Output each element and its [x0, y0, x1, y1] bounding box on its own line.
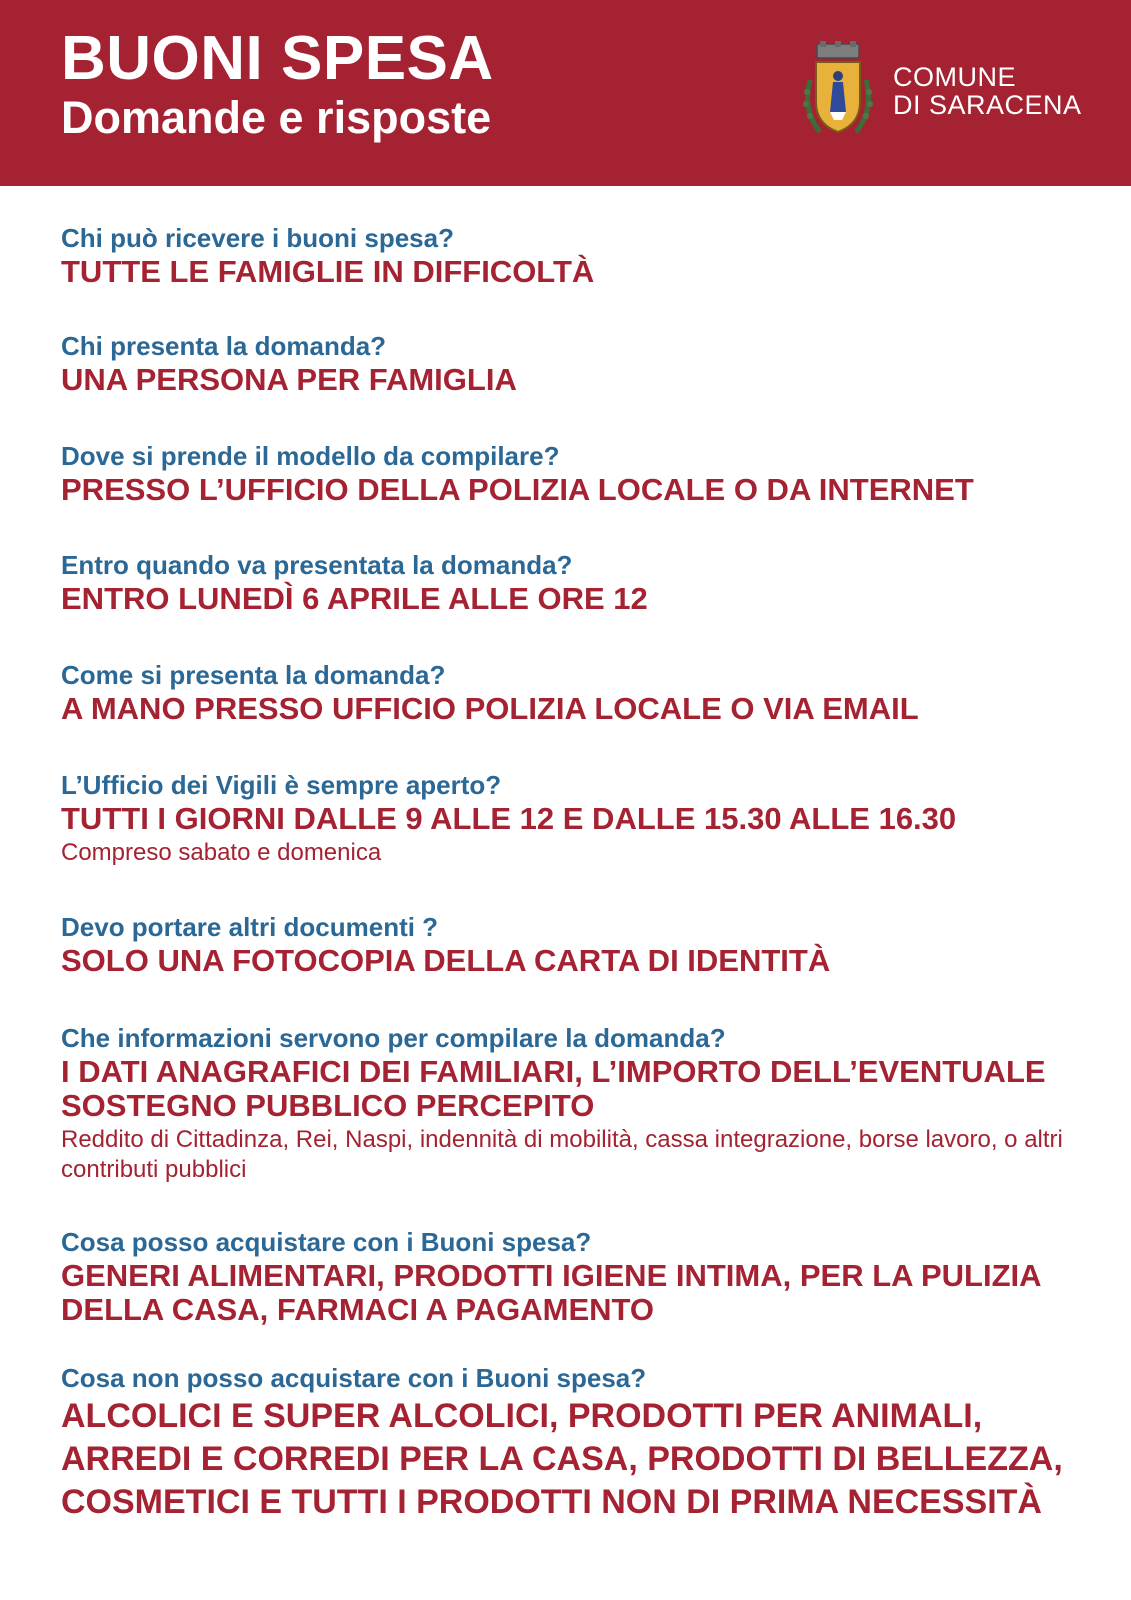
faq-item-10: [61, 1363, 1111, 1524]
faq-answer: ALCOLICI E SUPER ALCOLICI, PRODOTTI PER ANIMALI, ARREDI E CORREDI PER LA CASA, PRODOTTI DI BELLEZZA, COSMETICI E TUTTI I PRODOTTI NON DI PRIMA NECESSITÀ: [61, 1397, 1063, 1521]
faq-question: Devo portare altri documenti ?: [61, 912, 439, 942]
faq-item-6: [61, 770, 1111, 868]
faq-answer: PRESSO L’UFFICIO DELLA POLIZIA LOCALE O DA INTERNET: [61, 472, 974, 507]
municipality-line-1: COMUNE: [893, 62, 1016, 92]
faq-question: Dove si prende il modello da compilare?: [61, 441, 560, 471]
faq-item-1: [61, 223, 1111, 289]
faq-answer: TUTTE LE FAMIGLIE IN DIFFICOLTÀ: [61, 254, 595, 289]
faq-item-2: [61, 331, 1111, 397]
faq-question: Entro quando va presentata la domanda?: [61, 550, 573, 580]
faq-answer: TUTTI I GIORNI DALLE 9 ALLE 12 E DALLE 15.30 ALLE 16.30: [61, 801, 957, 836]
faq-question: Chi presenta la domanda?: [61, 331, 387, 361]
faq-item-8: [61, 1023, 1111, 1185]
municipality-name: [893, 63, 1082, 119]
faq-question: Cosa non posso acquistare con i Buoni spesa?: [61, 1363, 647, 1393]
faq-item-5: [61, 660, 1111, 726]
municipality-line-2: DI SARACENA: [893, 90, 1082, 120]
faq-answer: UNA PERSONA PER FAMIGLIA: [61, 362, 517, 397]
faq-answer: ENTRO LUNEDÌ 6 APRILE ALLE ORE 12: [61, 581, 648, 616]
faq-item-4: [61, 550, 1111, 616]
faq-answer: I DATI ANAGRAFICI DEI FAMILIARI, L’IMPORTO DELL’EVENTUALE SOSTEGNO PUBBLICO PERCEPITO: [61, 1054, 1046, 1123]
faq-note: Compreso sabato e domenica: [61, 839, 382, 866]
faq-answer: GENERI ALIMENTARI, PRODOTTI IGIENE INTIMA, PER LA PULIZIA DELLA CASA, FARMACI A PAGAMENTO: [61, 1258, 1041, 1327]
faq-question: Come si presenta la domanda?: [61, 660, 446, 690]
faq-question: Chi può ricevere i buoni spesa?: [61, 223, 454, 253]
page-subtitle: Domande e risposte: [61, 92, 492, 143]
faq-answer: A MANO PRESSO UFFICIO POLIZIA LOCALE O VIA EMAIL: [61, 691, 919, 726]
municipal-crest-icon: [800, 40, 876, 144]
faq-question: Che informazioni servono per compilare la domanda?: [61, 1023, 726, 1053]
faq-item-9: [61, 1227, 1111, 1327]
faq-item-7: [61, 912, 1111, 978]
header-banner: [0, 0, 1131, 186]
faq-answer: SOLO UNA FOTOCOPIA DELLA CARTA DI IDENTITÀ: [61, 943, 831, 978]
faq-question: L’Ufficio dei Vigili è sempre aperto?: [61, 770, 502, 800]
page-title: BUONI SPESA: [61, 24, 494, 93]
faq-note: Reddito di Cittadinza, Rei, Naspi, indennità di mobilità, cassa integrazione, borse lavoro, o altri contributi pubblici: [61, 1126, 1063, 1183]
faq-question: Cosa posso acquistare con i Buoni spesa?: [61, 1227, 592, 1257]
faq-item-3: [61, 441, 1111, 507]
